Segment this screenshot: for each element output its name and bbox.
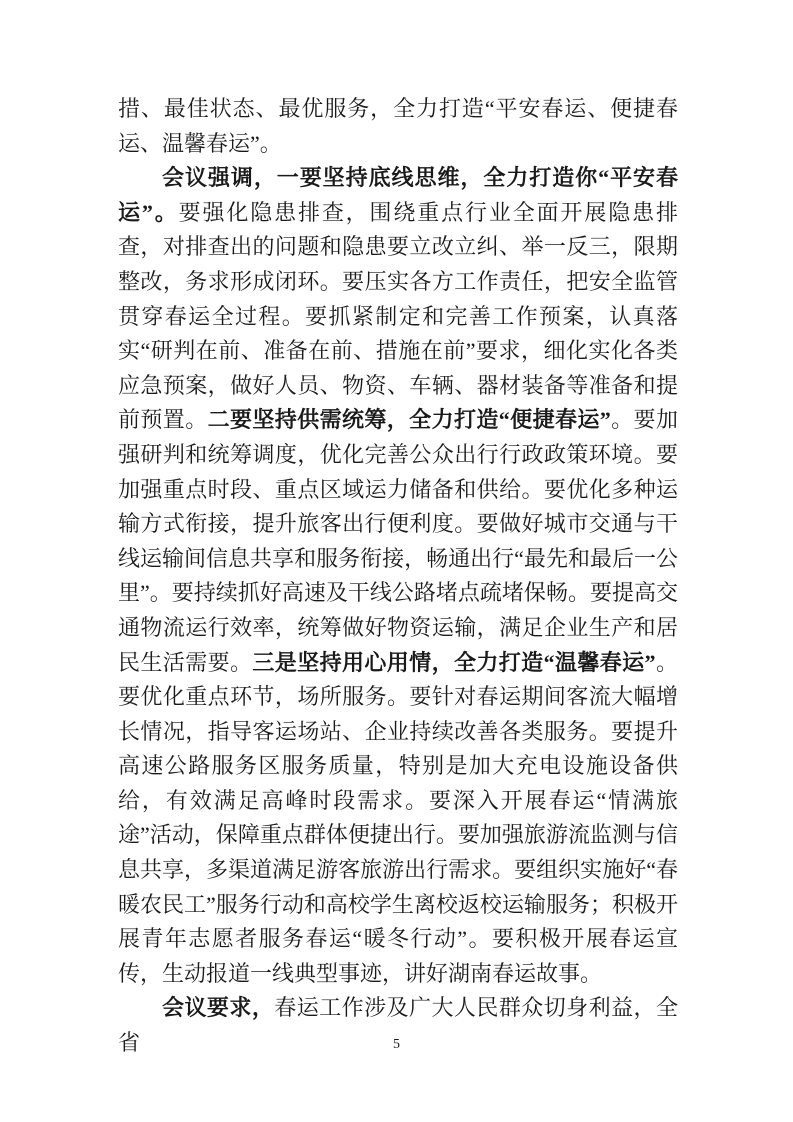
text-run: 春运工作涉及广大人民群众切身利益，全省 — [118, 995, 678, 1056]
text-run: 。要优化重点环节，场所服务。要针对春运期间客流大幅增长情况，指导客运场站、企业持续改善各类服务。要提升高速公路服务区服务质量，特别是加大充电设施设备供给，有效满足高峰时段需求。要深入开展春运“情满旅途”活动，保障重点群体便捷出行。要加强旅游流监测与信息共享，多渠道满足游客旅游出行需求。要组织实施好“春暖农民工”服务行动和高校学生离校返校运输服务；积极开展青年志愿者服务春运“暖冬行动”。要积极开展春运宣传，生动报道一线典型事迹，讲好湖南春运故事。 — [118, 649, 678, 986]
text-run: 。要加强研判和统筹调度，优化完善公众出行行政政策环境。要加强重点时段、重点区域运力储备和供给。要优化多种运输方式衔接，提升旅客出行便利度。要做好城市交通与干线运输间信息共享和服务衔接，畅通出行“最先和最后一公里”。要持续抓好高速及干线公路堵点疏堵保畅。要提高交通物流运行效率，统筹做好物资运输，满足企业生产和居民生活需要。 — [118, 407, 678, 675]
text-run: 要强化隐患排查，围绕重点行业全面开展隐患排查，对排查出的问题和隐患要立改立纠、举一反三，限期整改，务求形成闭环。要压实各方工作责任，把安全监管贯穿春运全过程。要抓紧制定和完善工作预案，认真落实“研判在前、准备在前、措施在前”要求，细化实化各类应急预案，做好人员、物资、车辆、器材装备等准备和提前预置。 — [118, 199, 678, 433]
text-run: 措、最佳状态、最优服务，全力打造“平安春运、便捷春运、温馨春运”。 — [118, 96, 678, 156]
bold-text-run: 会议要求， — [162, 995, 275, 1021]
paragraph — [118, 161, 678, 991]
paragraph — [118, 92, 678, 161]
bold-text-run: 会议强调，一要坚持底线思维，全力打造你“平安春运”。 — [118, 165, 678, 225]
page-number: 5 — [393, 1037, 400, 1052]
bold-text-run: 三是坚持用心用情，全力打造“温馨春运” — [252, 649, 656, 675]
document-body — [118, 92, 678, 1061]
bold-text-run: 二要坚持供需统筹，全力打造“便捷春运” — [207, 407, 611, 433]
